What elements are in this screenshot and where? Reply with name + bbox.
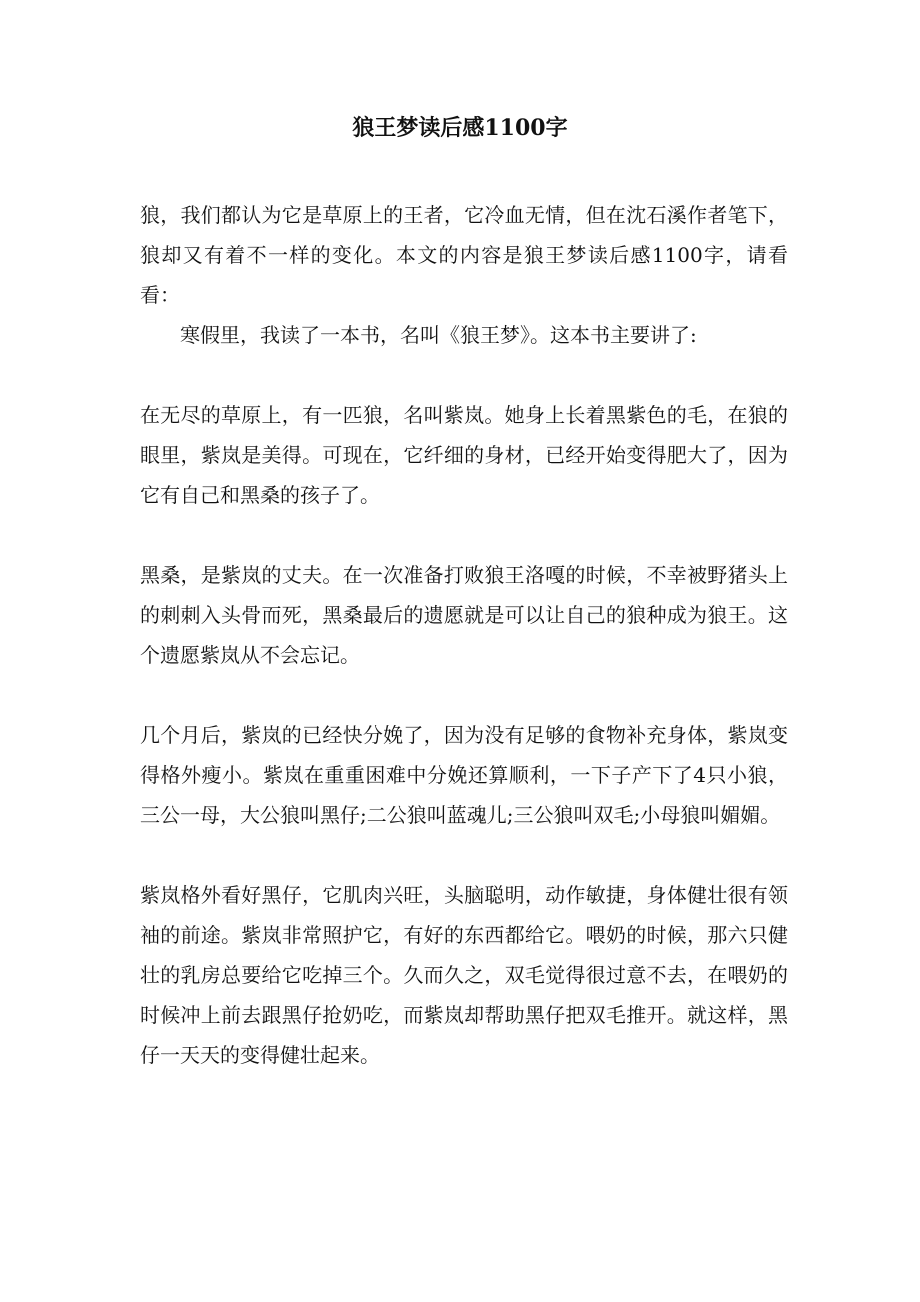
document-title: 狼王梦读后感1100字 <box>352 115 568 141</box>
story-paragraph-birth: 几个月后，紫岚的已经快分娩了，因为没有足够的食物补充身体，紫岚变得格外瘦小。紫岚在重重困难中分娩还算顺利，一下子产下了4只小狼，三公一母，大公狼叫黑仔;二公狼叫蓝魂儿;三公狼叫双毛;小母狼叫媚媚。 <box>140 723 788 827</box>
story-paragraph-heizai: 紫岚格外看好黑仔，它肌肉兴旺，头脑聪明，动作敏捷，身体健壮很有领袖的前途。紫岚非常照护它，有好的东西都给它。喂奶的时候，那六只健壮的乳房总要给它吃掉三个。久而久之，双毛觉得很过意不去，在喂奶的时候冲上前去跟黑仔抢奶吃，而紫岚却帮助黑仔把双毛推开。就这样，黑仔一天天的变得健壮起来。 <box>140 883 788 1067</box>
document-body <box>140 195 788 1075</box>
story-paragraph-zilan: 在无尽的草原上，有一匹狼，名叫紫岚。她身上长着黑紫色的毛，在狼的眼里，紫岚是美得。可现在，它纤细的身材，已经开始变得肥大了，因为它有自己和黑桑的孩子了。 <box>140 403 788 507</box>
story-paragraph-heisang: 黑桑，是紫岚的丈夫。在一次准备打败狼王洛嘎的时候，不幸被野猪头上的刺刺入头骨而死，黑桑最后的遗愿就是可以让自己的狼种成为狼王。这个遗愿紫岚从不会忘记。 <box>140 563 788 667</box>
intro-paragraph: 狼，我们都认为它是草原上的王者，它冷血无情，但在沈石溪作者笔下，狼却又有着不一样的变化。本文的内容是狼王梦读后感1100字，请看看： <box>140 203 788 307</box>
summary-lead-paragraph: 寒假里，我读了一本书，名叫《狼王梦》。这本书主要讲了: <box>180 323 697 347</box>
